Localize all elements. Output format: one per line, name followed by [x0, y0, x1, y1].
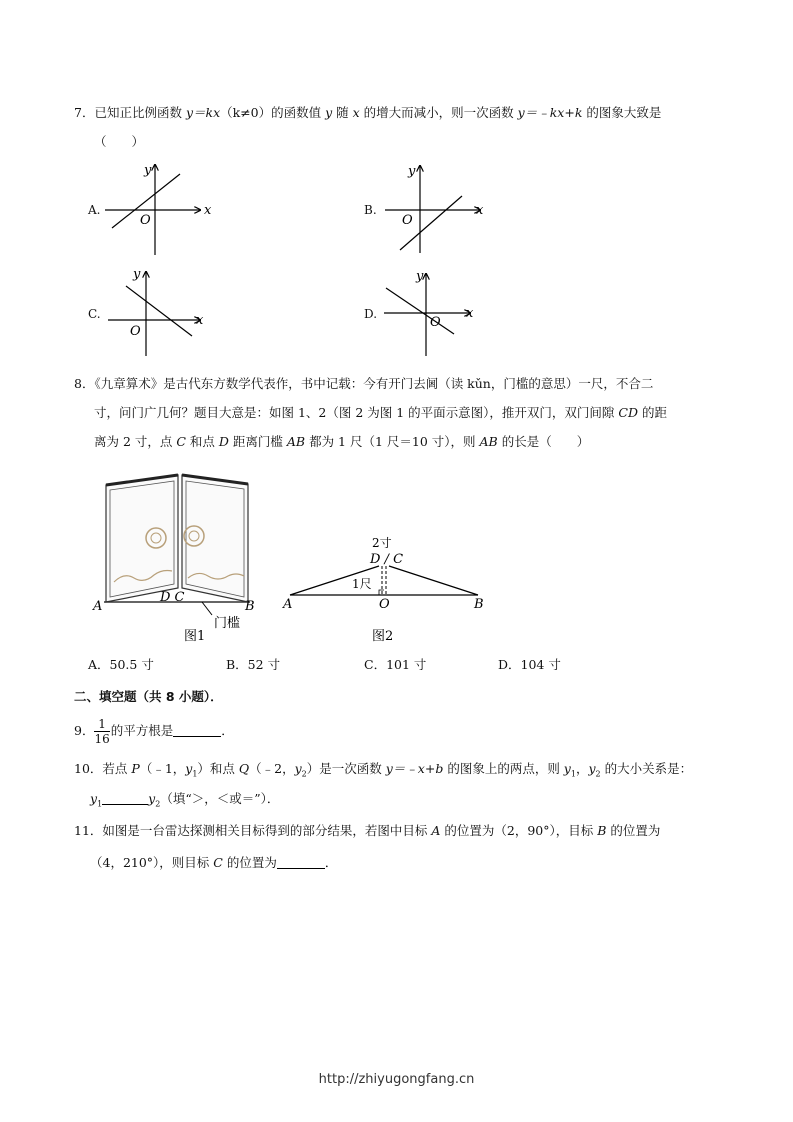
q10-number: 10．	[74, 761, 103, 776]
point-a-label: A	[93, 599, 103, 614]
y-axis-label: y	[133, 267, 141, 282]
q10-var: Q	[238, 761, 250, 776]
q8-var: AB	[286, 434, 306, 449]
point-a-label: A	[283, 597, 293, 612]
q9-line	[74, 714, 234, 748]
q10-text: 的图象上的两点，则	[443, 761, 564, 776]
q10-subscript: 1	[192, 769, 198, 779]
q10-text: ）和点	[197, 761, 239, 776]
q10-var: P	[131, 761, 140, 776]
q10-subscript: 2	[595, 769, 601, 779]
q8-line1	[74, 375, 653, 393]
q10-text: 的大小关系是：	[600, 761, 693, 776]
q10-line2	[90, 790, 279, 814]
x-axis-label: x	[476, 203, 484, 218]
q10-text: ，	[575, 761, 589, 776]
q10-text: 若点	[102, 761, 132, 776]
q11-text: 的位置为	[222, 855, 277, 870]
q7-text: 随	[332, 105, 353, 120]
q10-answer-blank[interactable]	[102, 792, 148, 805]
q11-var: C	[213, 855, 223, 870]
q8-figure-1-doors	[90, 470, 270, 645]
q7-expr: y＝kx	[185, 105, 221, 120]
q10-var: y	[148, 791, 156, 806]
q7-text: 的函数值	[271, 105, 326, 120]
q8-text: 《九章算术》是古代东方数学代表作，书中记载：今有开门去阃（读 kǔn，门槛的意思）一尺，不合二	[94, 376, 654, 391]
q9-text: ．	[221, 723, 234, 738]
q11-text: 的位置为（2，90°），目标	[440, 823, 598, 838]
q7-number: 7．	[74, 105, 95, 120]
q7-text: 的图象大致是	[582, 105, 662, 120]
q7-option-a-graph	[100, 160, 220, 260]
q9-number: 9．	[74, 723, 95, 738]
q7-option-c-graph	[100, 262, 220, 362]
origin-label: O	[402, 213, 413, 228]
q10-text: （填“＞，＜或＝”）．	[160, 791, 280, 806]
q9-answer-blank[interactable]	[173, 724, 221, 737]
q10-var: y	[185, 761, 193, 776]
q8-var: CD	[618, 405, 638, 420]
q8-choice-b: B．52 寸	[226, 657, 281, 672]
q8-text: 寸，问门广几何？题目大意是：如图 1、2（图 2 为图 1 的平面示意图），推开双门，双门间隙	[94, 405, 619, 420]
q10-var: y	[90, 791, 98, 806]
point-o-label: O	[379, 597, 390, 612]
q10-subscript: 2	[155, 799, 161, 809]
q7-expr: y＝﹣kx+k	[517, 105, 583, 120]
q11-answer-blank[interactable]	[277, 856, 325, 869]
q11-text: 如图是一台雷达探测相关目标得到的部分结果，若图中目标	[102, 823, 432, 838]
q11-text: 的位置为	[606, 823, 661, 838]
q8-text: 的长是（ ）	[497, 434, 590, 449]
x-axis-label: x	[204, 203, 212, 218]
y-axis-label: y	[416, 269, 424, 284]
x-axis-label: x	[466, 306, 474, 321]
y-axis-label: y	[408, 164, 416, 179]
q8-var: C	[176, 434, 186, 449]
fraction-numerator: 1	[94, 717, 109, 732]
q8-line3	[94, 433, 589, 451]
x-axis-label: x	[196, 313, 204, 328]
q8-choice-c: C．101 寸	[364, 657, 427, 672]
origin-label: O	[430, 315, 441, 330]
q11-var: B	[597, 823, 607, 838]
segment-bc	[389, 566, 478, 595]
distance-label: 1尺	[352, 577, 372, 591]
q8-choice-d: D．104 寸	[498, 657, 561, 672]
q10-subscript: 1	[97, 799, 103, 809]
q7-answer-paren: （ ）	[94, 134, 145, 149]
y-axis-label: y	[144, 163, 152, 178]
q7-line1	[74, 104, 661, 122]
q10-line1	[74, 760, 692, 784]
point-b-label: B	[245, 599, 255, 614]
figure-1-caption: 图1	[184, 629, 206, 644]
q7-option-d-label: D.	[364, 307, 378, 321]
q8-text: 距离门槛	[228, 434, 287, 449]
footer-url[interactable]: http://zhiyugongfang.cn	[318, 1072, 475, 1087]
q7-option-a-label: A.	[88, 203, 101, 217]
q7-text: 的增大而减小，则一次函数	[359, 105, 518, 120]
q7-var: x	[352, 105, 360, 120]
q7-text: 已知正比例函数	[94, 105, 186, 120]
q7-var: y	[325, 105, 333, 120]
q10-text: ）是一次函数	[306, 761, 386, 776]
q10-var: y	[588, 761, 596, 776]
left-door	[106, 475, 178, 602]
q11-number: 11．	[74, 823, 103, 838]
origin-label: O	[130, 324, 141, 339]
threshold-label: 门槛	[214, 616, 241, 631]
points-dc-label: D C	[160, 590, 185, 605]
q8-choice-a: A．50.5 寸	[88, 657, 154, 672]
q8-var: AB	[479, 434, 498, 449]
q10-subscript: 2	[301, 769, 307, 779]
gap-label: 2寸	[372, 536, 392, 550]
q7-option-b-label: B.	[364, 203, 377, 217]
q8-text: 的距	[638, 405, 667, 420]
q10-var: y	[563, 761, 571, 776]
origin-label: O	[140, 213, 151, 228]
points-dc-label: D / C	[370, 552, 404, 567]
q10-text: （﹣1，	[139, 761, 186, 776]
q11-line1	[74, 822, 660, 840]
section-2-heading: 二、填空题（共 8 小题）．	[74, 689, 223, 704]
function-line	[386, 288, 454, 334]
q8-text: 和点	[185, 434, 219, 449]
q11-text: ．	[324, 855, 338, 870]
q9-fraction	[94, 717, 109, 746]
q8-figure-2-diagram	[280, 532, 490, 647]
q11-line2	[90, 854, 337, 872]
q8-text: 离为 2 寸，点	[94, 434, 177, 449]
right-door	[182, 475, 248, 602]
q7-option-b-graph	[380, 158, 500, 258]
q9-text: 的平方根是	[110, 723, 174, 738]
q10-subscript: 1	[570, 769, 576, 779]
q8-var: D	[218, 434, 229, 449]
q8-text: 都为 1 尺（1 尺＝10 寸），则	[305, 434, 480, 449]
q7-option-c-label: C.	[88, 307, 101, 321]
q7-option-d-graph	[378, 266, 498, 366]
q7-expr: （k≠0）	[220, 105, 272, 120]
fraction-denominator: 16	[94, 732, 110, 746]
q11-var: A	[431, 823, 441, 838]
q10-var: y	[294, 761, 302, 776]
point-b-label: B	[474, 597, 484, 612]
q10-expr: y＝﹣x+b	[385, 761, 444, 776]
q8-line2	[94, 404, 667, 422]
q11-text: （4，210°），则目标	[90, 855, 214, 870]
q8-number: 8．	[74, 376, 95, 391]
q10-text: （﹣2，	[249, 761, 295, 776]
figure-2-caption: 图2	[372, 629, 394, 644]
